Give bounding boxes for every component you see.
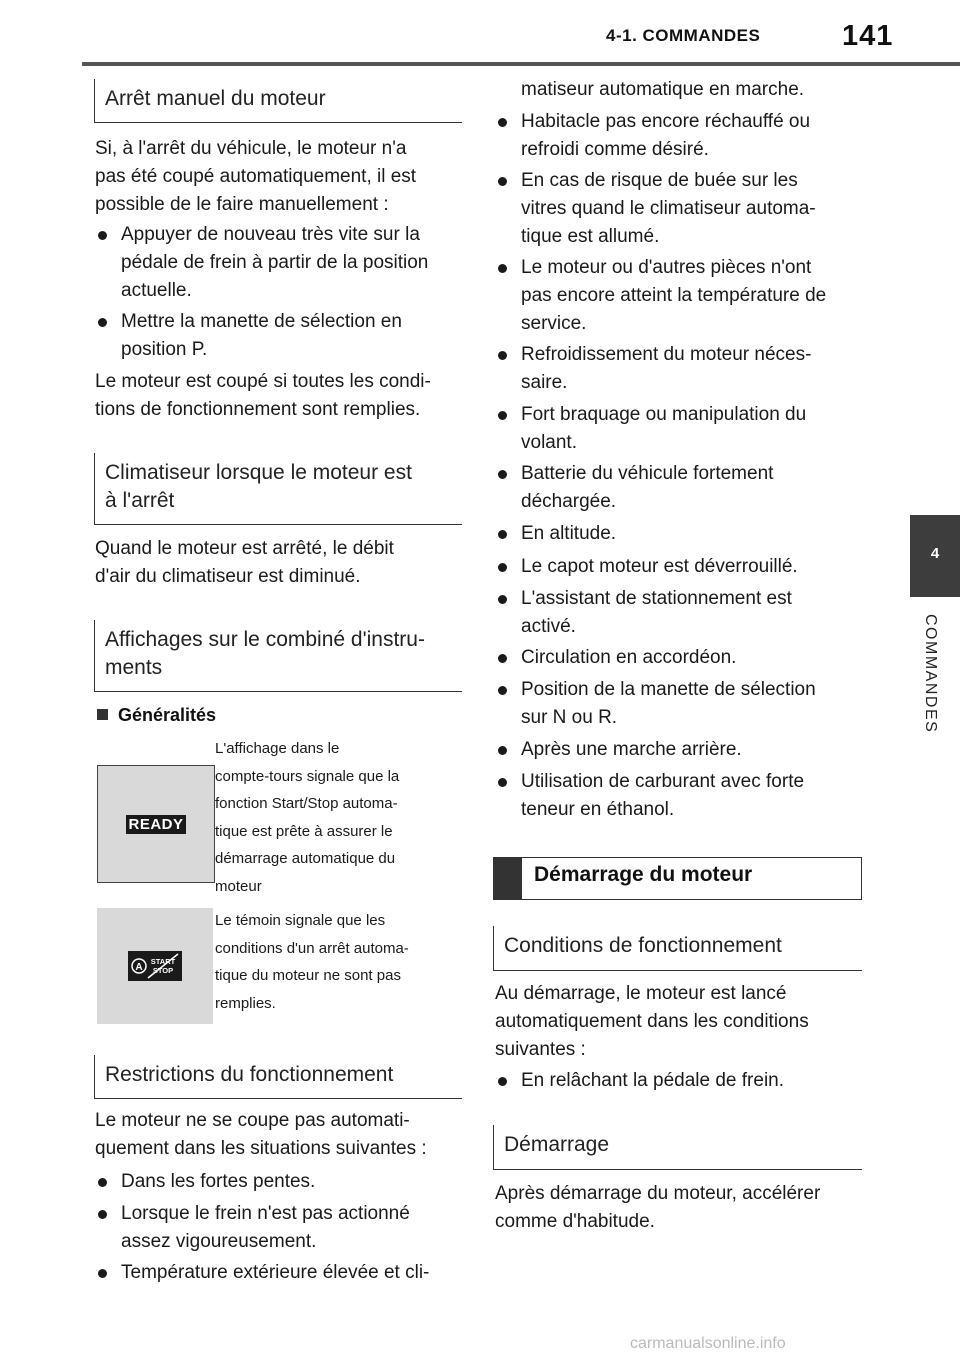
header-divider bbox=[82, 62, 960, 66]
text-line: position P. bbox=[121, 339, 208, 360]
text-line: Mettre la manette de sélection en bbox=[121, 311, 402, 332]
heading-conditions bbox=[493, 926, 862, 971]
bullet-item bbox=[95, 1200, 465, 1256]
text-line: démarrage automatique du bbox=[215, 850, 396, 867]
text-line: Appuyer de nouveau très vite sur la bbox=[121, 224, 420, 245]
text-line: Utilisation de carburant avec forte bbox=[521, 771, 805, 792]
heading-line: Affichages sur le combiné d'instru- bbox=[105, 628, 425, 651]
text-line: Température extérieure élevée et cli- bbox=[121, 1262, 430, 1283]
text-line: En cas de risque de buée sur les bbox=[521, 170, 798, 191]
bullet-item bbox=[495, 520, 865, 548]
paragraph-arret-intro bbox=[95, 135, 465, 219]
text-line: pédale de frein à partir de la position bbox=[121, 252, 429, 273]
text-line: Le moteur est coupé si toutes les condi- bbox=[95, 371, 431, 392]
text-line: Dans les fortes pentes. bbox=[121, 1171, 316, 1192]
text-line: suivantes : bbox=[495, 1039, 586, 1060]
text-line: automatiquement dans les conditions bbox=[495, 1011, 809, 1032]
text-line: Après démarrage du moteur, accélérer bbox=[495, 1183, 821, 1204]
heading-arret-manuel bbox=[94, 79, 462, 123]
chapter-tab[interactable] bbox=[910, 515, 960, 597]
chapter-title: 4-1. COMMANDES bbox=[606, 26, 761, 45]
text-line: Habitacle pas encore réchauffé ou bbox=[521, 111, 811, 132]
bullet-item bbox=[495, 676, 865, 732]
text-line: fonction Start/Stop automa- bbox=[215, 795, 398, 812]
text-line: Le moteur ou d'autres pièces n'ont bbox=[521, 257, 812, 278]
paragraph-climatiseur bbox=[95, 535, 465, 591]
caption-ready bbox=[215, 735, 455, 900]
text-line: Au démarrage, le moteur est lancé bbox=[495, 983, 787, 1004]
text-line: En altitude. bbox=[521, 523, 617, 544]
text-line: tique est allumé. bbox=[521, 226, 660, 247]
text-line: pas été coupé automatiquement, il est bbox=[95, 166, 417, 187]
bullet-item bbox=[495, 254, 865, 338]
text-line: compte-tours signale que la bbox=[215, 767, 400, 785]
text-line: Le moteur ne se coupe pas automati- bbox=[95, 1110, 410, 1131]
bullet-item bbox=[495, 401, 865, 457]
text-line: comme d'habitude. bbox=[495, 1211, 655, 1232]
text-line: Le témoin signale que les bbox=[215, 912, 386, 929]
heading-restrictions bbox=[94, 1055, 462, 1099]
bullet-item bbox=[495, 553, 865, 581]
bullet-item bbox=[495, 768, 865, 824]
text-line: Quand le moteur est arrêté, le débit bbox=[95, 538, 394, 559]
heading-climatiseur bbox=[94, 453, 462, 525]
paragraph-demarrage bbox=[495, 1180, 865, 1236]
text-line: Le capot moteur est déverrouillé. bbox=[521, 556, 798, 577]
heading-text: Démarrage bbox=[504, 1133, 610, 1156]
bullet-item bbox=[95, 221, 465, 305]
paragraph-conditions bbox=[495, 980, 865, 1064]
text-line: remplies. bbox=[215, 994, 276, 1012]
bullet-item bbox=[495, 644, 865, 672]
ready-indicator-label: READY bbox=[128, 815, 184, 833]
text-line: tions de fonctionnement sont remplies. bbox=[95, 399, 421, 420]
start-stop-warning-image bbox=[97, 908, 213, 1024]
text-line: L'assistant de stationnement est bbox=[521, 588, 792, 609]
text-line: L'affichage dans le bbox=[215, 740, 340, 757]
text-line: possible de le faire manuellement : bbox=[95, 194, 389, 215]
heading-text: Arrêt manuel du moteur bbox=[105, 87, 326, 110]
subheading-generalites bbox=[97, 705, 216, 726]
chapter-side-label: COMMANDES bbox=[922, 614, 939, 734]
heading-text: Conditions de fonctionnement bbox=[504, 934, 782, 957]
text-line: saire. bbox=[521, 372, 568, 393]
heading-line: à l'arrêt bbox=[105, 489, 175, 512]
svg-text:A: A bbox=[135, 962, 143, 973]
watermark-text: carmanualsonline.info bbox=[630, 1335, 786, 1352]
heading-line: ments bbox=[105, 656, 163, 679]
heading-line: Climatiseur lorsque le moteur est bbox=[105, 461, 412, 484]
stop-icon-text: STOP bbox=[152, 966, 174, 975]
bullet-item bbox=[95, 1168, 465, 1196]
text-line: Batterie du véhicule fortement bbox=[521, 463, 774, 484]
bullet-item bbox=[495, 1067, 865, 1095]
text-line: déchargée. bbox=[521, 491, 617, 512]
text-line: service. bbox=[521, 313, 587, 334]
text-line: Après une marche arrière. bbox=[521, 739, 742, 760]
text-line: vitres quand le climatiseur automa- bbox=[521, 198, 816, 219]
text-line: tique du moteur ne sont pas bbox=[215, 967, 401, 984]
text-line: volant. bbox=[521, 432, 577, 453]
text-line: matiseur automatique en marche. bbox=[521, 79, 805, 100]
paragraph-restrictions bbox=[95, 1107, 465, 1163]
text-line: quement dans les situations suivantes : bbox=[95, 1138, 427, 1159]
bullet-item bbox=[495, 341, 865, 397]
page-number: 141 bbox=[842, 20, 894, 52]
bullet-item bbox=[495, 108, 865, 164]
text-line: Lorsque le frein n'est pas actionné bbox=[121, 1203, 410, 1224]
paragraph-arret-outro bbox=[95, 368, 465, 424]
bullet-item bbox=[495, 585, 865, 641]
text-line: actuelle. bbox=[121, 280, 192, 301]
heading-demarrage bbox=[493, 1125, 862, 1170]
caption-start-stop bbox=[215, 907, 455, 1017]
heading-affichages bbox=[94, 620, 462, 692]
text-line: assez vigoureusement. bbox=[121, 1231, 317, 1252]
text-line: refroidi comme désiré. bbox=[521, 139, 709, 160]
text-line: d'air du climatiseur est diminué. bbox=[95, 566, 361, 587]
text-line: activé. bbox=[521, 616, 576, 637]
text-line: Si, à l'arrêt du véhicule, le moteur n'a bbox=[95, 138, 407, 159]
chapter-tab-number: 4 bbox=[930, 545, 940, 562]
heading-text: Restrictions du fonctionnement bbox=[105, 1063, 394, 1086]
start-stop-off-icon bbox=[128, 951, 182, 981]
text-line: Refroidissement du moteur néces- bbox=[521, 344, 812, 365]
text-line: En relâchant la pédale de frein. bbox=[521, 1070, 785, 1091]
text-line: sur N ou R. bbox=[521, 707, 618, 728]
continued-line bbox=[521, 76, 866, 104]
ready-indicator-image bbox=[97, 765, 215, 883]
heading-text: Démarrage du moteur bbox=[534, 863, 753, 886]
bullet-item bbox=[495, 460, 865, 516]
text-line: Circulation en accordéon. bbox=[521, 647, 737, 668]
square-bullet-icon bbox=[97, 709, 108, 720]
bullet-item bbox=[95, 1259, 465, 1287]
text-line: teneur en éthanol. bbox=[521, 799, 675, 820]
text-line: tique est prête à assurer le bbox=[215, 822, 393, 840]
start-icon-text: START bbox=[150, 957, 176, 966]
bullet-item bbox=[95, 308, 465, 364]
bullet-item bbox=[495, 167, 865, 251]
bullet-item bbox=[495, 736, 865, 764]
text-line: Fort braquage ou manipulation du bbox=[521, 404, 807, 425]
text-line: conditions d'un arrêt automa- bbox=[215, 939, 409, 957]
heading-block-marker bbox=[494, 858, 522, 899]
heading-demarrage-moteur bbox=[493, 857, 862, 900]
text-line: pas encore atteint la température de bbox=[521, 285, 827, 306]
text-line: moteur bbox=[215, 877, 262, 895]
text-line: Position de la manette de sélection bbox=[521, 679, 816, 700]
subheading-text: Généralités bbox=[118, 705, 217, 725]
